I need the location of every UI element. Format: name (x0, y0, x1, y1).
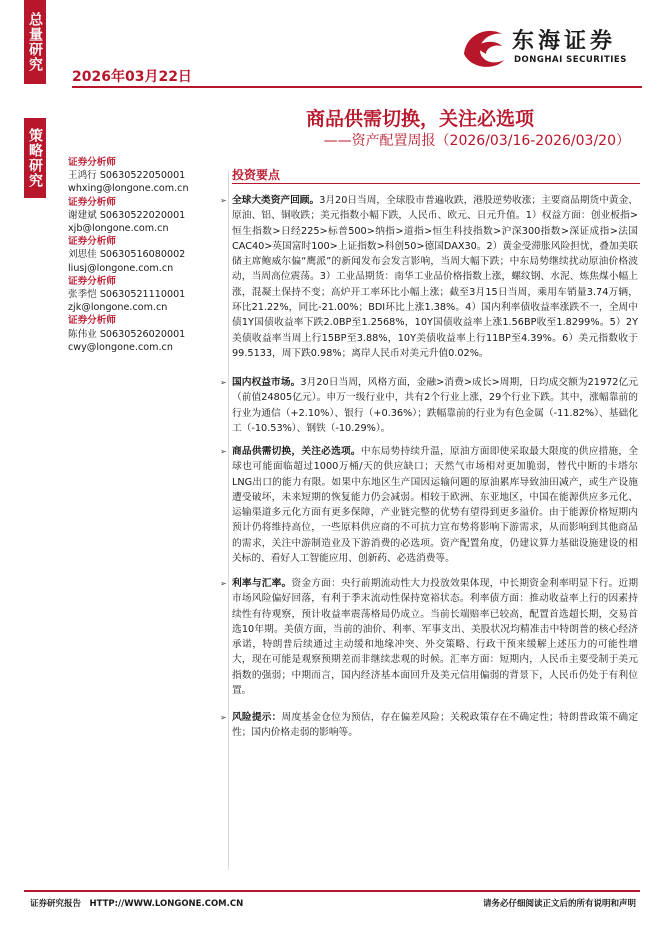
analyst-entry (68, 196, 218, 236)
analyst-label: 证券分析师 (68, 196, 116, 208)
analyst-name: 陈伟业 S0630526020001 (68, 328, 186, 340)
paragraph-rates-fx (220, 576, 639, 698)
analyst-email[interactable]: whxing@longone.com.cn (68, 183, 189, 195)
paragraph-text: 3月20日当周，风格方面，金融>消费>成长>周期，日均成交额为21972亿元（前值24805亿元）。申万一级行业中，共有2个行业上涨，29个行业下跌。其中，涨幅靠前的行业为通信（+2.10%）、银行（+0.36%）；跌幅靠前的行业为有色金属（-11.82%）、基础化工（-10.53%）、钢铁（-10.29%）。 (232, 377, 638, 434)
analyst-name: 谢建斌 S0630522020001 (68, 209, 186, 221)
report-subtitle: ——资产配置周报（2026/03/16-2026/03/20） (323, 133, 630, 149)
paragraph-lead: 全球大类资产回顾。 (232, 195, 320, 206)
analyst-entry (68, 156, 218, 196)
analyst-entry (68, 314, 218, 354)
report-title: 商品供需切换，关注必选项 (305, 108, 534, 130)
header-divider (72, 86, 642, 88)
analyst-name: 王鸿行 S0630522050001 (68, 170, 186, 182)
analyst-name: 刘思佳 S0630516080002 (68, 249, 186, 261)
analyst-label: 证券分析师 (68, 275, 116, 287)
paragraph-domestic-equity (220, 375, 638, 436)
column-divider (228, 170, 229, 870)
arrow-bullet-icon: ➢ (220, 378, 227, 387)
analyst-email[interactable]: xjb@longone.com.cn (68, 223, 169, 235)
analyst-label: 证券分析师 (68, 157, 116, 168)
paragraph-text: 中东局势持续升温，原油方面即使采取最大限度的供应措施，全球也可能面临超过1000万桶/天的供应缺口；天然气市场相对更加脆弱，替代中断的卡塔尔LNG出口的能力有限。如果中东地区生产国因运输问题的原油累库导致油田减产，或生产设施遭受破坏，未来短期的恢复能力仍会减弱。相较于欧洲、东亚地区，中国在能源供应多元化、运输渠道多元化方面有更多保障，产业链完整的优势有望得到更多溢价。由于能源价格短期内预计仍将维持高位，一些原料供应商的不可抗力宣布势将影响下游需求，从而影响到其他商品的需求，关注中游制造业及下游消费的必选项。资产配置角度，仍建议算力基础设施建设的相关标的、看好人工智能应用、创新药、必选消费等。 (232, 446, 639, 565)
analyst-list (68, 156, 218, 354)
side-tab-strategy-research: 策略研究 (24, 118, 46, 198)
analyst-name: 张季恺 S0630521110001 (68, 289, 186, 301)
arrow-bullet-icon: ➢ (220, 579, 227, 588)
arrow-bullet-icon: ➢ (220, 447, 227, 456)
paragraph-lead: 风险提示： (232, 712, 282, 723)
arrow-bullet-icon: ➢ (220, 713, 227, 722)
paragraph-text: 周度基金仓位为预估，存在偏差风险；关税政策存在不确定性；特朗普政策不确定性；国内价格走弱的影响等。 (232, 712, 639, 739)
paragraph-risk (220, 710, 639, 741)
company-name-cn: 东海证券 (512, 29, 617, 54)
paragraph-text: 3月20日当周，全球股市普遍收跌，港股逆势收涨；主要商品期货中黄金、原油、铝、铜收跌；美元指数小幅下跌，人民币、欧元、日元升值。1）权益方面：创业板指>恒生指数>日经225>标普500>纳指>道指>恒生科技指数>沪深300指数>深证成指>法国CAC40>英国富时100>上证指数>科创50>德国DAX30。2）黄金受滞胀风险担忧，叠加美联储主席鲍威尔偏“鹰派”的新闻发布会发言影响，当周大幅下跌；中东局势继续扰动原油价格波动，当周高位震荡。3）工业品期货：南华工业品价格指数上涨，螺纹钢、水泥、炼焦煤小幅上涨，混凝土保持不变；高炉开工率环比小幅上涨；截至3月15日当周，乘用车销量3.74万辆，环比21.22%，同比-21.00%；BDI环比上涨1.38%。4）国内利率债收益率涨跌不一，全周中债1Y国债收益率下跌2.0BP至1.2568%，10Y国债收益率上涨1.56BP收至1.8299%。5）2Y美债收益率当周上行15BP至3.88%，10Y美债收益率上行11BP至4.39%。6）美元指数收于99.5133，周下跌0.98%；离岸人民币对美元升值0.02%。 (232, 195, 638, 359)
paragraph-lead: 国内权益市场。 (232, 377, 301, 388)
analyst-email[interactable]: cwy@longone.com.cn (68, 341, 173, 353)
arrow-bullet-icon: ➢ (220, 196, 227, 205)
side-tab-total-research: 总量研究 (24, 0, 46, 84)
footer-disclaimer: 请务必仔细阅读正文后的所有说明和声明 (482, 899, 636, 909)
paragraph-lead: 利率与汇率。 (232, 578, 292, 589)
analyst-entry (68, 275, 218, 315)
paragraph-lead: 商品供需切换，关注必选项。 (232, 446, 361, 457)
analyst-email[interactable]: liusj@longone.com.cn (68, 262, 174, 274)
analyst-entry (68, 235, 218, 275)
analyst-label: 证券分析师 (68, 315, 116, 327)
paragraph-global-assets (220, 193, 638, 361)
paragraph-text: 资金方面：央行前期流动性大力投放效果体现，中长期资金利率明显下行。近期市场风险偏好回落，有利于季末流动性保持宽裕状态。利率债方面：推动收益率上行的因素持续性有待观察，预计收益率震荡格局仍成立。当前长端赔率已较高，配置首选超长期，交易首选10年期。美债方面，当前的油价、利率、军事支出、美股状况均精准击中特朗普的核心经济承诺，特朗普后续通过主动缓和地缘冲突、外交策略、行政干预来缓解上述压力的可能性增大，现在可能是观察预期差而非继续悲观的时候。汇率方面：短期内，人民币主要受制于美元指数的强弱；中期而言，国内经济基本面回升及美元信用偏弱的背景下，人民币仍处于有利位置。 (232, 578, 639, 697)
analyst-label: 证券分析师 (68, 236, 116, 248)
section-heading: 投资要点 (232, 168, 281, 182)
report-date: 2026年03月22日 (72, 69, 192, 85)
footer-divider (24, 890, 640, 892)
analyst-email[interactable]: zjk@longone.com.cn (68, 302, 168, 314)
paragraph-commodity (220, 444, 639, 566)
footer-website[interactable]: 证券研究报告 HTTP://WWW.LONGONE.COM.CN (30, 899, 244, 909)
company-name-en: DONGHAI SECURITIES (514, 55, 627, 65)
section-divider (232, 183, 640, 184)
